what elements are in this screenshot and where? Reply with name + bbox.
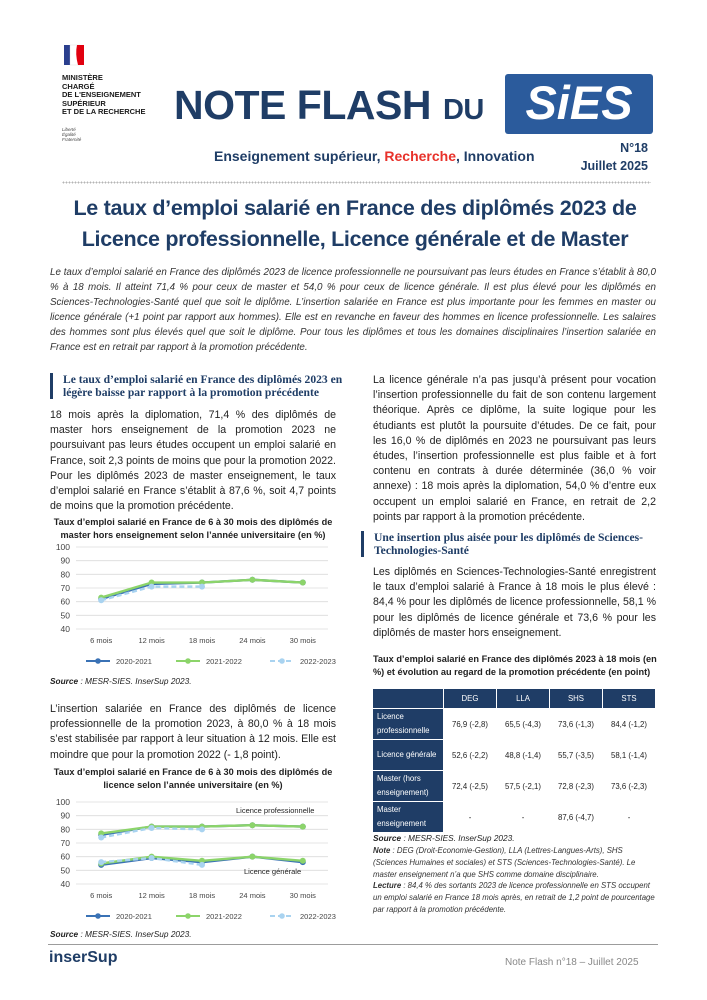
subtitle-part: , Innovation — [455, 148, 535, 164]
data-point — [249, 822, 255, 828]
source-label: Source — [373, 833, 402, 843]
row-label: Master enseignement — [373, 802, 444, 833]
sies-logo: SiES — [505, 74, 653, 134]
y-tick-label: 80 — [60, 824, 70, 835]
legend-marker — [95, 658, 101, 664]
motto-line: Fraternité — [62, 137, 82, 142]
table-row — [373, 802, 656, 833]
column-header: LLA — [497, 689, 550, 709]
data-point — [199, 584, 205, 590]
ministry-name — [62, 74, 162, 117]
source-chart1 — [50, 676, 192, 686]
abstract: Le taux d’emploi salarié en France des diplômés 2023 de licence professionnelle ne poursuivant pas leurs études en France s’établit à 80,0 % à 18 mois. Il atteint 71,4 % pour ceux de master et 54,0 % pour ceux de licence générale. Il est plus élevé pour les diplômés en Sciences-Technologies-Santé quel que soit le diplôme. L’insertion salariée en France est plus importante pour les femmes en master ou licence générale (+1 point par rapport aux hommes). Elle est en revanche en faveur des hommes en licence professionnelle. Les salaires des hommes sont plus élevés quel que soit le diplôme. Pour tous les diplômes et tous les domaines disciplinaires l’insertion salariée en France est en retrait par rapport à la promotion précédente. — [50, 267, 656, 353]
legend-marker — [95, 913, 101, 919]
subtitle-highlight: Recherche — [384, 148, 456, 164]
column-header: DEG — [444, 689, 497, 709]
x-tick-label: 30 mois — [289, 891, 316, 900]
y-tick-label: 60 — [60, 596, 70, 607]
table-title: Taux d’emploi salarié en France des diplômés 2023 à 18 mois (en %) et évolution au regard de la promotion précédente (en point) — [373, 654, 657, 677]
motto-line: Liberté — [62, 127, 76, 132]
data-point — [249, 577, 255, 583]
section-heading-right: Une insertion plus aisée pour les diplômés de Sciences-Technologies-Santé — [361, 531, 659, 557]
chart1-title: Taux d’emploi salarié en France de 6 à 30 mois des diplômés de master hors enseignement selon l’année universitaire (en %) — [53, 517, 333, 540]
lecture-label: Lecture — [373, 881, 402, 890]
table-cell: 52,6 (-2,2) — [444, 740, 497, 771]
x-tick-label: 24 mois — [239, 891, 266, 900]
y-tick-label: 80 — [60, 569, 70, 580]
x-tick-label: 12 mois — [138, 891, 165, 900]
table-header-row — [373, 689, 656, 709]
table-cell: - — [497, 802, 550, 833]
data-point — [249, 854, 255, 860]
chart-annotation: Licence professionnelle — [236, 806, 315, 815]
y-tick-label: 50 — [60, 865, 70, 876]
data-point — [199, 826, 205, 832]
y-tick-label: 100 — [55, 542, 70, 552]
page-title — [50, 193, 660, 255]
data-point — [98, 597, 104, 603]
note-label: Note — [373, 846, 391, 855]
x-tick-label: 24 mois — [239, 636, 266, 645]
insersup-logo: inserSup — [49, 949, 118, 966]
x-tick-label: 18 mois — [188, 891, 216, 900]
data-point — [149, 584, 155, 590]
table-cell: 65,5 (-4,3) — [497, 709, 550, 740]
left-paragraph-1: 18 mois après la diplomation, 71,4 % des diplômés de master hors enseignement de la promotion 2023 ne poursuivant pas leurs études occupent un emploi salarié en France, soit 2,3 points de moins que pour la promotion 2022. Pour les diplômés 2023 de master enseignement, le taux d’emploi salarié en France s’établit à 87,6 %, soit 4,7 points de moins que la promotion précédente. — [50, 409, 336, 513]
legend-label: 2021-2022 — [206, 657, 242, 666]
subtitle-part: Enseignement supérieur, — [214, 148, 381, 164]
y-tick-label: 90 — [60, 555, 70, 566]
masthead-du: DU — [442, 94, 484, 126]
ministry-line: MINISTÈRE — [62, 73, 103, 82]
note-flash-title: NOTE FLASH — [174, 82, 431, 128]
y-tick-label: 90 — [60, 810, 70, 821]
source-label: Source — [50, 929, 79, 939]
issue-date: Juillet 2025 — [580, 159, 648, 173]
right-paragraph-1: La licence générale n’a pas jusqu’à présent pour vocation l’insertion professionnelle du fait de son contenu largement théorique. Après ce diplôme, la suite logique pour les étudiants est plutôt la poursuite d’études. De ce fait, pour les 16,0 % de diplômés en 2023 ne poursuivant pas leurs études, l’insertion professionnelle est plus faible et à fort contenu en contrats à durée déterminée (36,0 % voir annexe) : 18 mois après la diplomation, 54,0 % d’entre eux occupent un emploi salarié en France, en retrait de 2,2 points par rapport à la promotion précédente. — [373, 374, 656, 523]
x-tick-label: 18 mois — [188, 636, 216, 645]
table-cell: 76,9 (-2,8) — [444, 709, 497, 740]
republic-motto — [62, 127, 81, 142]
table-cell: 72,4 (-2,5) — [444, 771, 497, 802]
legend-label: 2022-2023 — [300, 912, 336, 921]
data-point — [149, 825, 155, 831]
footer-rule — [48, 944, 658, 945]
legend-marker — [279, 913, 285, 919]
table-cell: 84,4 (-1,2) — [603, 709, 656, 740]
note-text: : DEG (Droit-Economie-Gestion), LLA (Lettres-Langues-Arts), SHS (Sciences Humaines et sociales) et STS (Sciences-Technologies-Santé). Le master enseignement n’a que SHS comme domaine disciplinaire. — [373, 846, 636, 879]
issue-info — [578, 139, 648, 175]
data-point — [98, 859, 104, 865]
employment-rate-table — [372, 688, 656, 833]
note-flash-masthead — [174, 82, 484, 133]
motto-line: Égalité — [62, 132, 76, 137]
column-header: STS — [603, 689, 656, 709]
row-label: Licence professionnelle — [373, 709, 444, 740]
y-tick-label: 60 — [60, 851, 70, 862]
table-cell: 87,6 (-4,7) — [550, 802, 603, 833]
title-line: Le taux d’emploi salarié en France des diplômés 2023 de — [73, 196, 637, 220]
title-line: Licence professionnelle, Licence générale et de Master — [81, 227, 629, 251]
source-table — [373, 833, 515, 843]
table-cell: 57,5 (-2,1) — [497, 771, 550, 802]
table-row — [373, 709, 656, 740]
dotted-divider — [62, 181, 651, 184]
table-note — [373, 845, 655, 881]
table-cell: 58,1 (-1,4) — [603, 740, 656, 771]
table-row — [373, 771, 656, 802]
y-tick-label: 50 — [60, 610, 70, 621]
data-point — [149, 855, 155, 861]
table-cell: - — [603, 802, 656, 833]
table-cell: 72,8 (-2,3) — [550, 771, 603, 802]
section-heading-left: Le taux d’emploi salarié en France des diplômés 2023 en légère baisse par rapport à la promotion précédente — [50, 373, 348, 399]
ministry-line: DE L'ENSEIGNEMENT — [62, 90, 141, 99]
data-point — [98, 835, 104, 841]
legend-label: 2021-2022 — [206, 912, 242, 921]
table-reading — [373, 880, 655, 916]
source-text: : MESR-SIES. InserSup 2023. — [401, 833, 515, 843]
table-cell: 55,7 (-3,5) — [550, 740, 603, 771]
data-point — [300, 824, 306, 830]
table-cell: 73,6 (-2,3) — [603, 771, 656, 802]
republique-francaise-emblem — [62, 40, 86, 70]
publication-subtitle — [214, 148, 535, 164]
table-cell: 73,6 (-1,3) — [550, 709, 603, 740]
y-tick-label: 70 — [60, 583, 70, 593]
table-corner — [373, 689, 444, 709]
data-point — [300, 858, 306, 864]
legend-label: 2022-2023 — [300, 657, 336, 666]
source-chart2 — [50, 929, 192, 939]
table-row — [373, 740, 656, 771]
y-tick-label: 40 — [60, 879, 70, 889]
licence-employment-chart — [48, 796, 338, 924]
data-point — [199, 862, 205, 868]
column-header: SHS — [550, 689, 603, 709]
table-cell: 48,8 (-1,4) — [497, 740, 550, 771]
y-tick-label: 40 — [60, 624, 70, 634]
left-paragraph-2: L’insertion salariée en France des diplômés de licence professionnelle de la promotion 2023, à 80,0 % à 18 mois s’est stabilisée par rapport à leur situation à 12 mois. Elle est moindre que pour la promotion 2022 (- 1,8 point). — [50, 703, 336, 761]
ministry-line: ET DE LA RECHERCHE — [62, 107, 146, 116]
source-text: : MESR-SIES. InserSup 2023. — [78, 676, 192, 686]
issue-number: N°18 — [620, 141, 648, 155]
x-tick-label: 6 mois — [90, 636, 113, 645]
ministry-line: SUPÉRIEUR — [62, 98, 106, 108]
right-paragraph-2: Les diplômés en Sciences-Technologies-Santé enregistrent le taux d’emploi salarié à France à 18 mois le plus élevé : 84,4 % pour les diplômés de licence professionnelle, 58,1 % pour les diplômés de licence générale et 73,6 % pour les diplômés de master hors enseignement. — [373, 566, 656, 639]
legend-label: 2020-2021 — [116, 657, 152, 666]
y-tick-label: 70 — [60, 838, 70, 848]
footer-text: Note Flash n°18 – Juillet 2025 — [505, 957, 639, 968]
source-label: Source — [50, 676, 79, 686]
chart2-title: Taux d’emploi salarié en France de 6 à 30 mois des diplômés de licence selon l’année universitaire (en %) — [53, 767, 333, 790]
ministry-line: CHARGÉ — [62, 81, 95, 91]
row-label: Licence générale — [373, 740, 444, 771]
lecture-text: : 84,4 % des sortants 2023 de licence professionnelle en STS occupent un emploi salarié en France 18 mois après, en retrait de 1,2 point de pourcentage par rapport à la promotion précédente. — [373, 881, 655, 914]
legend-marker — [185, 913, 191, 919]
x-tick-label: 30 mois — [289, 636, 316, 645]
x-tick-label: 6 mois — [90, 891, 113, 900]
table-cell: - — [444, 802, 497, 833]
y-tick-label: 100 — [55, 797, 70, 807]
x-tick-label: 12 mois — [138, 636, 165, 645]
source-text: : MESR-SIES. InserSup 2023. — [78, 929, 192, 939]
data-point — [300, 580, 306, 586]
legend-marker — [279, 658, 285, 664]
row-label: Master (hors enseignement) — [373, 771, 444, 802]
legend-marker — [185, 658, 191, 664]
legend-label: 2020-2021 — [116, 912, 152, 921]
chart-annotation: Licence générale — [244, 867, 302, 876]
master-employment-chart — [48, 541, 338, 671]
